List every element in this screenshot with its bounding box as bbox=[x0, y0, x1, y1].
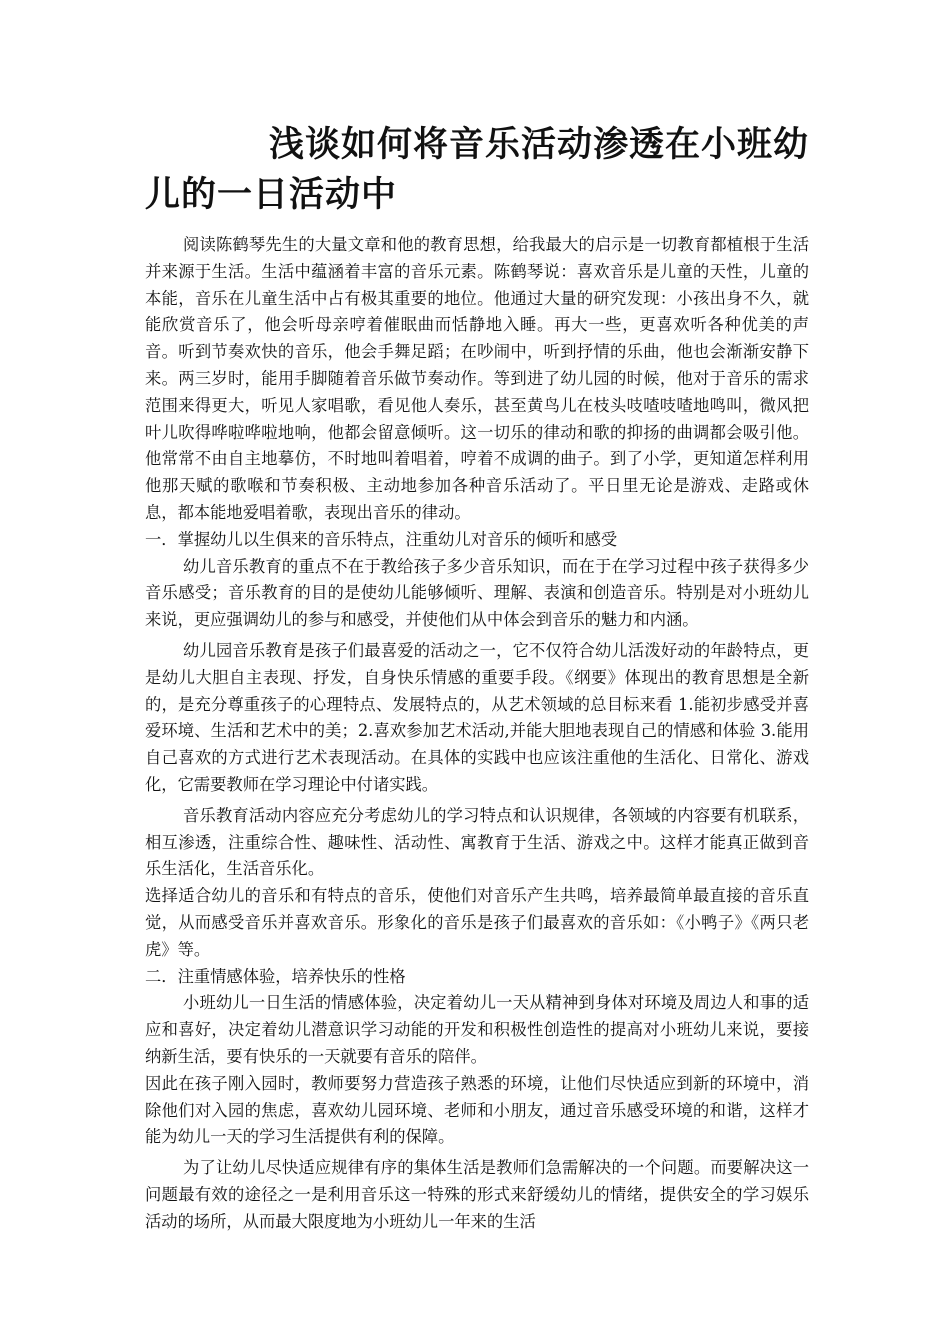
intro-paragraph: 阅读陈鹤琴先生的大量文章和他的教育思想，给我最大的启示是一切教育都植根于生活并来源于生活。生活中蕴涵着丰富的音乐元素。陈鹤琴说：喜欢音乐是儿童的天性，儿童的本能，音乐在儿童生活中占有极其重要的地位。他通过大量的研究发现：小孩出身不久，就能欣赏音乐了，他会听母亲哼着催眠曲而恬静地入睡。再大一些，更喜欢听各种优美的声音。听到节奏欢快的音乐，他会手舞足蹈；在吵闹中，听到抒情的乐曲，他也会渐渐安静下来。两三岁时，能用手脚随着音乐做节奏动作。等到进了幼儿园的时候，他对于音乐的需求范围来得更大，听见人家唱歌，看见他人奏乐，甚至黄鸟儿在枝头吱喳吱喳地鸣叫，微风把叶儿吹得哗啦哗啦地响，他都会留意倾听。这一切乐的律动和歌的抑扬的曲调都会吸引他。他常常不由自主地摹仿，不时地叫着唱着，哼着不成调的曲子。到了小学，更知道怎样利用他那天赋的歌喉和节奏积极、主动地参加各种音乐活动了。平日里无论是游戏、走路或休息，都本能地爱唱着歌，表现出音乐的律动。 bbox=[145, 235, 809, 522]
section-heading-2: 二．注重情感体验，培养快乐的性格 bbox=[145, 966, 406, 986]
body-paragraph: 因此在孩子刚入园时，教师要努力营造孩子熟悉的环境，让他们尽快适应到新的环境中，消除他们对入园的焦虑，喜欢幼儿园环境、老师和小朋友，通过音乐感受环境的和谐，这样才能为幼儿一天的学习生活提供有利的保障。 bbox=[145, 1073, 809, 1147]
body-paragraph: 选择适合幼儿的音乐和有特点的音乐，使他们对音乐产生共鸣，培养最简单最直接的音乐直觉，从而感受音乐并喜欢音乐。形象化的音乐是孩子们最喜欢的音乐如：《小鸭子》《两只老虎》等。 bbox=[145, 886, 809, 959]
body-paragraph: 幼儿园音乐教育是孩子们最喜爱的活动之一，它不仅符合幼儿活泼好动的年龄特点，更是幼儿大胆自主表现、抒发，自身快乐情感的重要手段。《纲要》体现出的教育思想是全新的，是充分尊重孩子的心理特点、发展特点的，从艺术领域的总目标来看 1.能初步感受并喜爱环境、生活和艺术中的美；2.喜欢参加艺术活动,并能大胆地表现自己的情感和体验 3.能用自己喜欢的方式进行艺术表现活动。在具体的实践中也应该注重他的生活化、日常化、游戏化，它需要教师在学习理论中付诸实践。 bbox=[145, 640, 809, 794]
body-paragraph: 幼儿音乐教育的重点不在于教给孩子多少音乐知识，而在于在学习过程中孩子获得多少音乐感受；音乐教育的目的是使幼儿能够倾听、理解、表演和创造音乐。特别是对小班幼儿来说，更应强调幼儿的参与和感受，并使他们从中体会到音乐的魅力和内涵。 bbox=[145, 556, 809, 630]
body-paragraph: 为了让幼儿尽快适应规律有序的集体生活是教师们急需解决的一个问题。而要解决这一问题最有效的途径之一是利用音乐这一特殊的形式来舒缓幼儿的情绪，提供安全的学习娱乐活动的场所，从而最大限度地为小班幼儿一年来的生活 bbox=[145, 1158, 809, 1231]
document-title: 浅谈如何将音乐活动渗透在小班幼儿的一日活动中 bbox=[145, 125, 810, 215]
section-heading-1: 一．掌握幼儿以生俱来的音乐特点，注重幼儿对音乐的倾听和感受 bbox=[145, 529, 618, 549]
body-paragraph: 小班幼儿一日生活的情感体验，决定着幼儿一天从精神到身体对环境及周边人和事的适应和喜好，决定着幼儿潜意识学习动能的开发和积极性创造性的提高对小班幼儿来说，要接纳新生活，要有快乐的一天就要有音乐的陪伴。 bbox=[145, 993, 809, 1066]
body-paragraph: 音乐教育活动内容应充分考虑幼儿的学习特点和认识规律，各领域的内容要有机联系，相互渗透，注重综合性、趣味性、活动性、寓教育于生活、游戏之中。这样才能真正做到音乐生活化，生活音乐化。 bbox=[145, 805, 809, 879]
document-page bbox=[145, 120, 809, 1235]
